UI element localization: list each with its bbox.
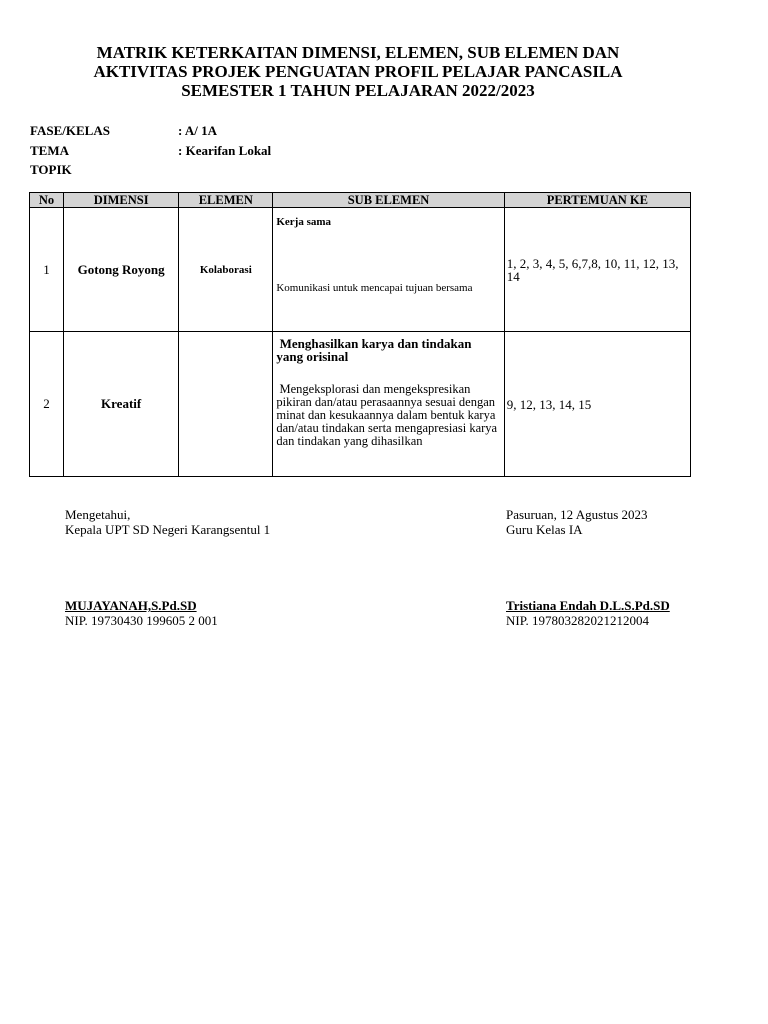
cell-pertemuan: 1, 2, 3, 4, 5, 6,7,8, 10, 11, 12, 13, 14 bbox=[504, 208, 690, 332]
cell-dimensi: Kreatif bbox=[64, 332, 179, 477]
signature-right-name bbox=[506, 598, 670, 628]
sub-elemen-a: Menghasilkan karya dan tindakan yang orisinal bbox=[276, 336, 475, 364]
cell-elemen bbox=[179, 332, 273, 477]
cell-elemen bbox=[179, 208, 273, 332]
header-no: No bbox=[30, 193, 64, 208]
sub-elemen-a: Kerja sama bbox=[276, 216, 332, 228]
fase-value: : A/ 1A bbox=[178, 123, 217, 138]
title-line-2: AKTIVITAS PROJEK PENGUATAN PROFIL PELAJAR PANCASILA bbox=[93, 62, 623, 81]
signature-left-name bbox=[65, 598, 218, 628]
table-row bbox=[30, 208, 691, 332]
elemen-text: Kolaborasi bbox=[199, 263, 252, 276]
tema-value: : Kearifan Lokal bbox=[178, 143, 272, 158]
header-dimensi: DIMENSI bbox=[64, 193, 179, 208]
right-line-1: Pasuruan, 12 Agustus 2023 bbox=[506, 507, 648, 522]
sub-elemen-b: Komunikasi untuk mencapai tujuan bersama bbox=[276, 282, 473, 294]
table-row bbox=[30, 332, 691, 477]
cell-dimensi: Gotong Royong bbox=[64, 208, 179, 332]
fase-label: FASE/KELAS bbox=[30, 123, 110, 138]
cell-sub-elemen bbox=[273, 332, 504, 477]
right-name: Tristiana Endah D.L.S.Pd.SD bbox=[506, 598, 670, 613]
left-line-2: Kepala UPT SD Negeri Karangsentul 1 bbox=[65, 522, 271, 537]
left-nip: NIP. 19730430 199605 2 001 bbox=[65, 613, 218, 628]
cell-no: 1 bbox=[30, 208, 64, 332]
right-line-2: Guru Kelas IA bbox=[506, 522, 583, 537]
signature-left bbox=[65, 507, 270, 537]
sub-elemen-b: Mengeksplorasi dan mengekspresikan pikiran dan/atau perasaannya sesuai dengan minat dan kesukaannya dalam bentuk karya dan/atau tindakan serta mengapresiasi karya dan tindakan yang dihasilkan bbox=[276, 382, 504, 448]
document-title bbox=[0, 43, 716, 100]
header-sub-elemen: SUB ELEMEN bbox=[273, 193, 504, 208]
signature-right bbox=[506, 507, 648, 537]
right-nip: NIP. 197803282021212004 bbox=[506, 613, 650, 628]
cell-pertemuan: 9, 12, 13, 14, 15 bbox=[504, 332, 690, 477]
matrix-table bbox=[29, 192, 691, 477]
left-line-1: Mengetahui, bbox=[65, 507, 131, 522]
cell-sub-elemen bbox=[273, 208, 504, 332]
header-elemen: ELEMEN bbox=[179, 193, 273, 208]
title-line-3: SEMESTER 1 TAHUN PELAJARAN 2022/2023 bbox=[181, 81, 535, 100]
title-line-1: MATRIK KETERKAITAN DIMENSI, ELEMEN, SUB ELEMEN DAN bbox=[96, 43, 620, 62]
topik-label: TOPIK bbox=[30, 162, 72, 177]
left-name: MUJAYANAH,S.Pd.SD bbox=[65, 598, 197, 613]
header-pertemuan: PERTEMUAN KE bbox=[504, 193, 690, 208]
tema-label: TEMA bbox=[30, 143, 69, 158]
cell-no: 2 bbox=[30, 332, 64, 477]
table-header-row bbox=[30, 193, 691, 208]
